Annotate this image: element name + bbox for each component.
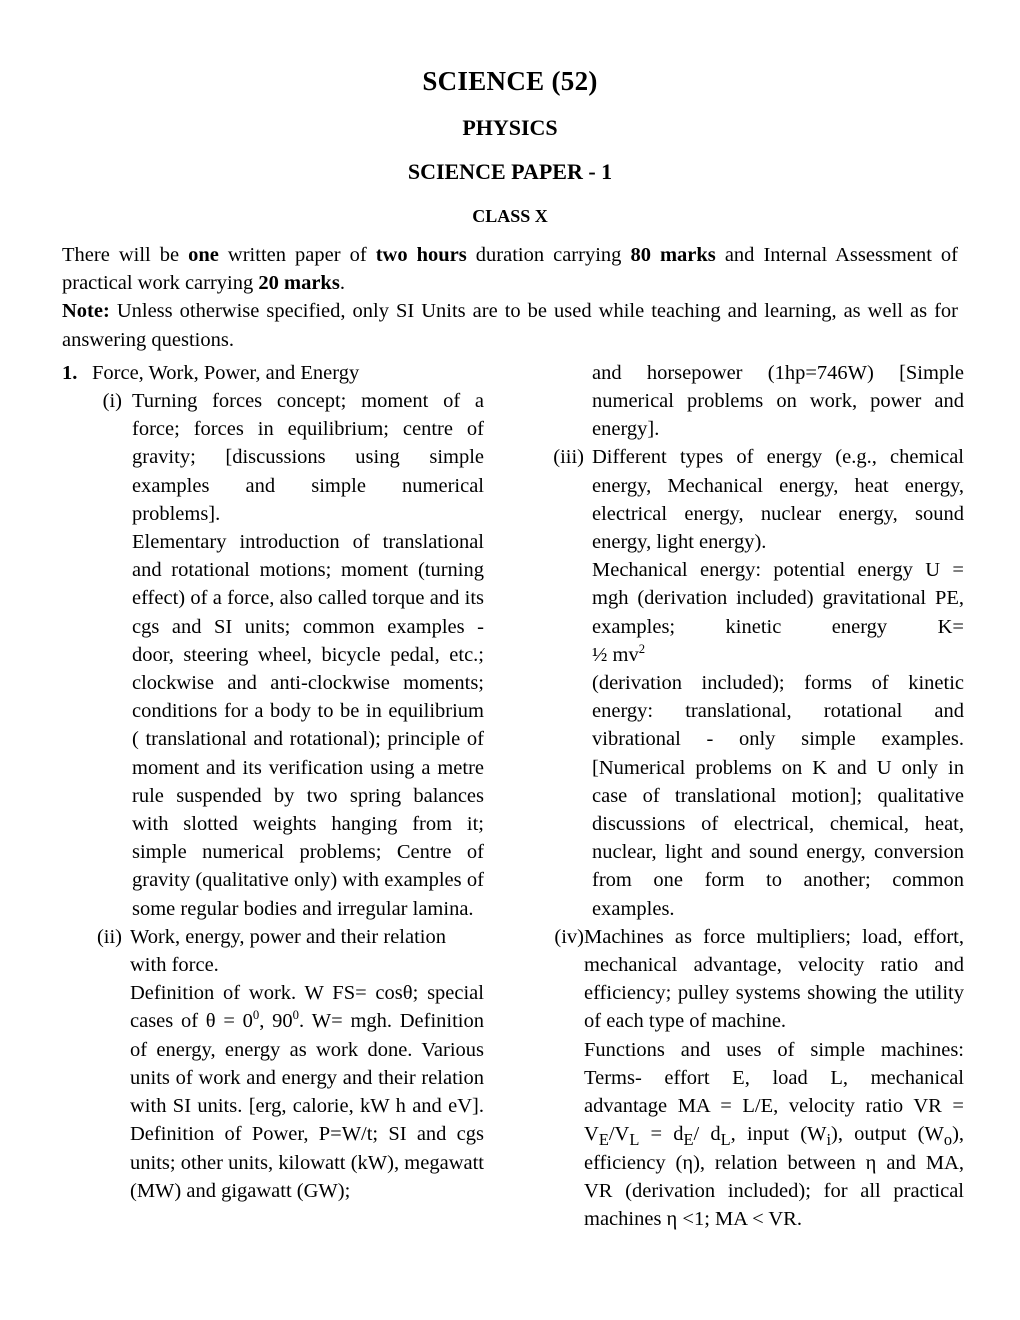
eta-symbol-1: η: [682, 1151, 694, 1174]
intro-text-2: written paper of: [218, 244, 376, 266]
subscript-i: i: [826, 1130, 831, 1150]
mechanical-energy-text: Mechanical energy: potential energy U = mgh (derivation included) gravitational PE, examples; kinetic energy K=: [592, 559, 964, 638]
subscript-E-1: E: [598, 1130, 609, 1150]
degree-superscript-2: 0: [292, 1008, 299, 1023]
list-marker-ii: (ii): [96, 925, 122, 948]
machines-text-b: /V: [608, 1123, 630, 1146]
machines-text-h: ), relation between: [693, 1151, 866, 1174]
list-marker-continuation-spacer: [542, 359, 592, 444]
machines-text-c: = d: [639, 1123, 684, 1146]
list-item-i: [62, 387, 484, 923]
subscript-o: o: [943, 1130, 953, 1150]
list-item-ii-continued: [542, 359, 964, 444]
intro-block: [62, 241, 958, 354]
document-headings: [62, 0, 958, 225]
list-item-iv: [542, 923, 964, 1233]
machines-text-i: and MA, VR (derivation included); for all practical machines: [584, 1151, 964, 1230]
intro-text-5: .: [339, 272, 345, 295]
item-iii-paragraph-3: (derivation included); forms of kinetic energy: translational, rotational and vibrational - only simple examples. [Numerical problems on K and U only in case of translational motion]; qualitative discussions of electrical, chemical, heat, nuclear, light and sound energy, conversion from one form to another; common examples.: [592, 672, 964, 920]
machines-text-j: <1; MA < VR.: [677, 1207, 802, 1230]
list-body-ii-continued: [592, 359, 964, 444]
list-item-iii: [542, 443, 964, 922]
work-definition-text-a: Definition of work. W FS= cos: [130, 982, 403, 1005]
machines-text-e: , input (W: [730, 1123, 827, 1146]
note-label: Note:: [62, 300, 110, 323]
item-iv-paragraph-2: [584, 1036, 964, 1233]
theta-symbol-1: θ: [402, 982, 413, 1005]
eta-symbol-3: η: [666, 1207, 678, 1230]
work-definition-text-b: ; special cases of: [130, 982, 484, 1033]
intro-bold-one: one: [188, 244, 219, 266]
page-title: SCIENCE (52): [422, 66, 598, 96]
list-body-i: [132, 387, 484, 923]
list-body-ii: [130, 923, 484, 1205]
formula-half-mv: ½ mv: [592, 643, 639, 666]
item-i-paragraph-2: Elementary introduction of translational and rotational motions; moment (turning effect) of a force, also called torque and its cgs and SI units; common examples - door, steering wheel, bicycle pedal, etc.; clockwise and anti-clockwise moments; conditions for a body to be in equilibrium ( translational and rotational); principle of moment and its verification using a metre rule suspended by two spring balances with slotted weights hanging from it; simple numerical problems; Centre of gravity (qualitative only) with examples of some regular bodies and irregular lamina.: [132, 531, 484, 920]
topic-1: [62, 359, 484, 387]
list-marker-iii: (iii): [553, 446, 584, 469]
intro-bold-duration: two hours: [375, 244, 467, 266]
list-item-ii: [62, 923, 484, 1205]
intro-text-1: There will be: [62, 244, 189, 266]
syllabus-columns: [62, 359, 965, 1233]
paper-heading: SCIENCE PAPER - 1: [407, 159, 613, 184]
item-iii-paragraph-1: Different types of energy (e.g., chemical energy, Mechanical energy, heat energy, electrical energy, nuclear energy, sound energy, light energy).: [592, 446, 964, 554]
machines-text-g: ), efficiency (: [584, 1123, 965, 1174]
item-iii-paragraph-2: [592, 556, 964, 641]
intro-text-3: duration carrying: [466, 244, 631, 266]
item-ii-paragraph-1: Work, energy, power and their relation with force.: [130, 925, 446, 977]
degree-superscript-1: 0: [252, 1008, 260, 1023]
item-ii-paragraph-2: [130, 979, 484, 1205]
note-paragraph: [62, 297, 958, 353]
machines-text-d: / d: [693, 1123, 721, 1146]
subscript-L-2: L: [720, 1130, 731, 1150]
theta-symbol-2: θ: [205, 1010, 216, 1033]
formula-squared-superscript: 2: [638, 642, 646, 657]
kinetic-energy-formula: [592, 641, 964, 669]
topic-number: 1.: [62, 361, 78, 384]
class-heading: CLASS X: [472, 206, 548, 226]
work-definition-text-c: = 0: [215, 1010, 253, 1033]
list-marker-iv: (iv): [554, 925, 584, 948]
eta-symbol-2: η: [865, 1151, 877, 1174]
intro-bold-20-marks: 20 marks: [258, 272, 340, 295]
list-body-iv: [584, 923, 964, 1233]
item-iv-paragraph-1: Machines as force multipliers; load, effort, mechanical advantage, velocity ratio and efficiency; pulley systems showing the utility of each type of machine.: [584, 925, 964, 1033]
machines-text-a: Functions and uses of simple machines: Terms- effort E, load L, mechanical advantage MA = L/E, velocity ratio VR = V: [584, 1038, 964, 1146]
topic-title: Force, Work, Power, and Energy: [92, 361, 360, 384]
subscript-L-1: L: [629, 1130, 640, 1150]
intro-bold-80-marks: 80 marks: [630, 244, 716, 266]
subscript-E-2: E: [683, 1130, 694, 1150]
machines-text-f: ), output (W: [831, 1123, 944, 1146]
work-definition-text-e: . W= mgh. Definition of energy, energy as work done. Various units of work and energy and their relation with SI units. [erg, calorie, kW h and eV]. Definition of Power, P=W/t; SI and cgs units; other units, kilowatt (kW), megawatt (MW) and gigawatt (GW);: [130, 1010, 484, 1202]
work-definition-text-d: , 90: [259, 1010, 293, 1033]
subject-heading: PHYSICS: [462, 115, 558, 140]
list-marker-i: (i): [102, 390, 122, 413]
list-body-iii: [592, 443, 964, 922]
item-ii-paragraph-3: and horsepower (1hp=746W) [Simple numerical problems on work, power and energy].: [592, 361, 964, 441]
intro-text-4: and Internal Assessment of practical work carrying: [62, 244, 959, 295]
right-column: [542, 359, 964, 1233]
note-text: Unless otherwise specified, only SI Units are to be used while teaching and learning, as well as for answering questions.: [62, 300, 958, 351]
exam-structure-paragraph: [62, 241, 958, 297]
left-column: [62, 359, 484, 1233]
item-i-paragraph-1: Turning forces concept; moment of a force; forces in equilibrium; centre of gravity; [discussions using simple examples and simple numerical problems].: [132, 390, 484, 525]
